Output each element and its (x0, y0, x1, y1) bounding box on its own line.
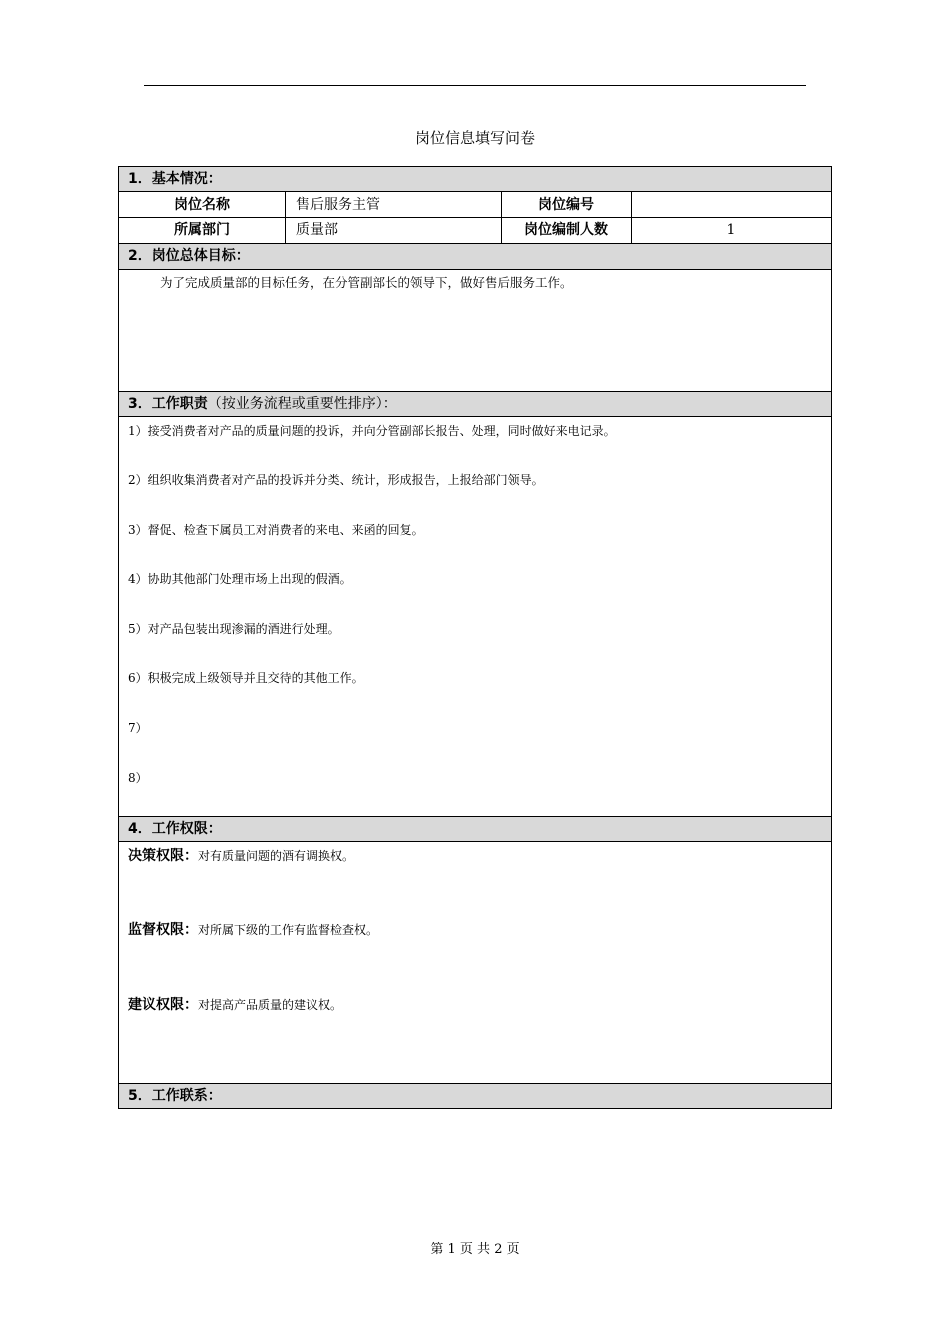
decision-authority-label: 决策权限： (128, 848, 198, 864)
department-label: 所属部门 (174, 222, 230, 238)
section-heading-note: （按业务流程或重要性排序）： (207, 396, 397, 412)
suggestion-authority-text: 对提高产品质量的建议权。 (198, 998, 343, 1012)
decision-authority (128, 847, 354, 865)
document-title: 岗位信息填写问卷 (414, 129, 535, 147)
section-heading-text: 2．岗位总体目标： (128, 248, 250, 264)
section-heading-text: 5．工作联系： (128, 1088, 222, 1104)
headcount-value: 1 (726, 222, 736, 238)
section-heading-text: 1．基本情况： (128, 171, 222, 187)
duty-item: 5）对产品包装出现渗漏的酒进行处理。 (128, 622, 340, 636)
suggestion-authority (128, 996, 342, 1014)
headcount-label: 岗位编制人数 (524, 222, 608, 238)
job-name-label: 岗位名称 (174, 197, 230, 213)
section-duties-heading (119, 391, 831, 417)
duty-item: 1）接受消费者对产品的质量问题的投诉，并向分管副部长报告、处理，同时做好来电记录。 (128, 424, 616, 438)
page-number: 第 1 页 共 2 页 (430, 1242, 520, 1257)
supervision-authority-label: 监督权限： (128, 922, 198, 938)
goal-text: 为了完成质量部的目标任务，在分管副部长的领导下，做好售后服务工作。 (160, 275, 573, 290)
section-goal-heading (119, 243, 831, 270)
decision-authority-text: 对有质量问题的酒有调换权。 (198, 849, 355, 863)
questionnaire-form (118, 166, 832, 1109)
duty-item: 7） (128, 721, 148, 735)
header-rule (144, 85, 806, 86)
duty-item: 8） (128, 771, 148, 785)
suggestion-authority-label: 建议权限： (128, 997, 198, 1013)
duty-item: 3）督促、检查下属员工对消费者的来电、来函的回复。 (128, 523, 424, 537)
supervision-authority-text: 对所属下级的工作有监督检查权。 (198, 923, 379, 937)
section-heading-text: 4．工作权限： (128, 821, 222, 837)
section-basic-info-heading (119, 167, 831, 192)
supervision-authority (128, 921, 378, 939)
department-value: 质量部 (296, 222, 338, 238)
job-code-label: 岗位编号 (538, 197, 594, 213)
section-contacts-heading (119, 1083, 831, 1108)
duty-item: 6）积极完成上级领导并且交待的其他工作。 (128, 671, 364, 685)
job-name-value: 售后服务主管 (296, 197, 380, 213)
duty-item: 4）协助其他部门处理市场上出现的假酒。 (128, 572, 352, 586)
section-heading-text: 3．工作职责 (128, 396, 208, 412)
section-authority-heading (119, 816, 831, 842)
duty-item: 2）组织收集消费者对产品的投诉并分类、统计，形成报告，上报给部门领导。 (128, 473, 544, 487)
